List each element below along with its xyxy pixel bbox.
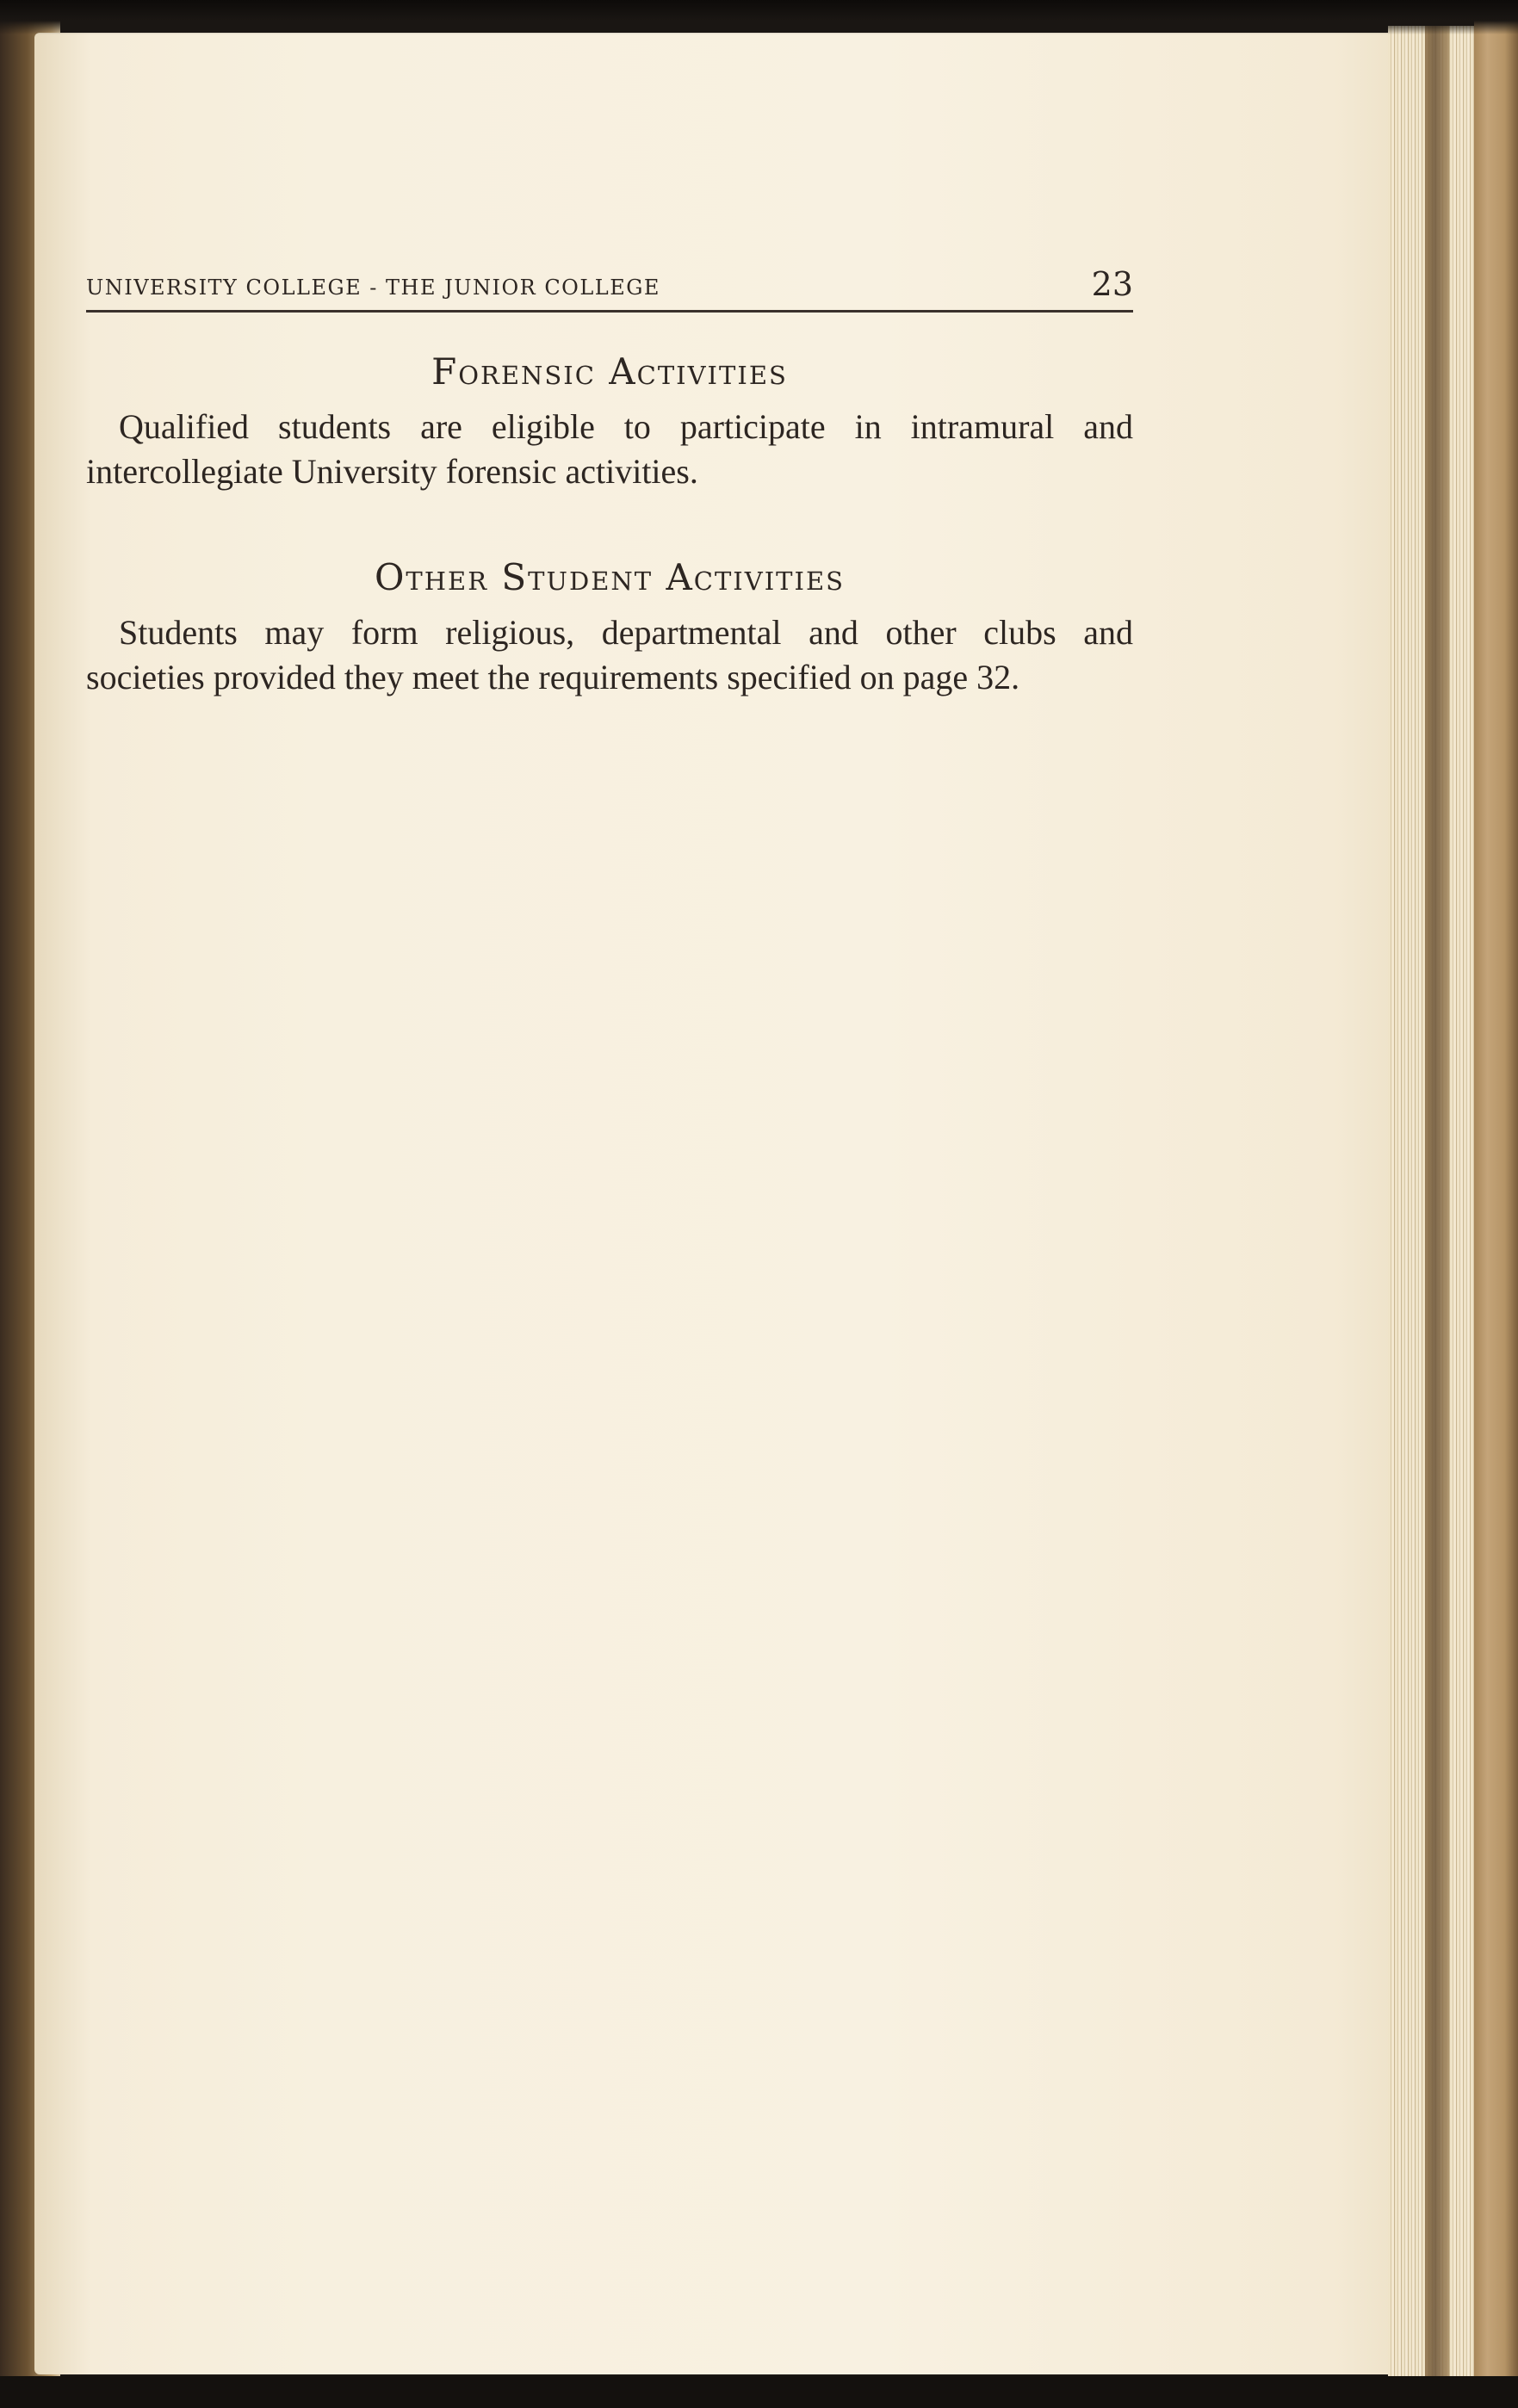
paragraph-line: Students may form religious, departmental and other clubs and bbox=[119, 613, 1133, 652]
page-text-block bbox=[86, 258, 1133, 700]
paragraph-line: intercollegiate University forensic activities. bbox=[86, 452, 698, 491]
book-cover-right bbox=[1474, 0, 1518, 2408]
bottom-shadow bbox=[0, 2376, 1518, 2408]
section-heading-forensic-activities: Forensic Activities bbox=[431, 350, 788, 393]
running-head-title: UNIVERSITY COLLEGE - THE JUNIOR COLLEGE bbox=[86, 275, 660, 300]
paragraph-forensic-activities bbox=[86, 405, 1133, 494]
paragraph-other-student-activities bbox=[86, 610, 1133, 700]
paragraph-line: societies provided they meet the requirements specified on page 32. bbox=[86, 658, 1020, 696]
section-heading-other-student-activities: Other Student Activities bbox=[374, 556, 846, 598]
paragraph-line: Qualified students are eligible to participate in intramural and bbox=[119, 407, 1133, 446]
page-number: 23 bbox=[1091, 265, 1133, 303]
running-head bbox=[86, 258, 1133, 313]
page-stack-shadow bbox=[1425, 26, 1449, 2389]
top-shadow bbox=[0, 0, 1518, 34]
